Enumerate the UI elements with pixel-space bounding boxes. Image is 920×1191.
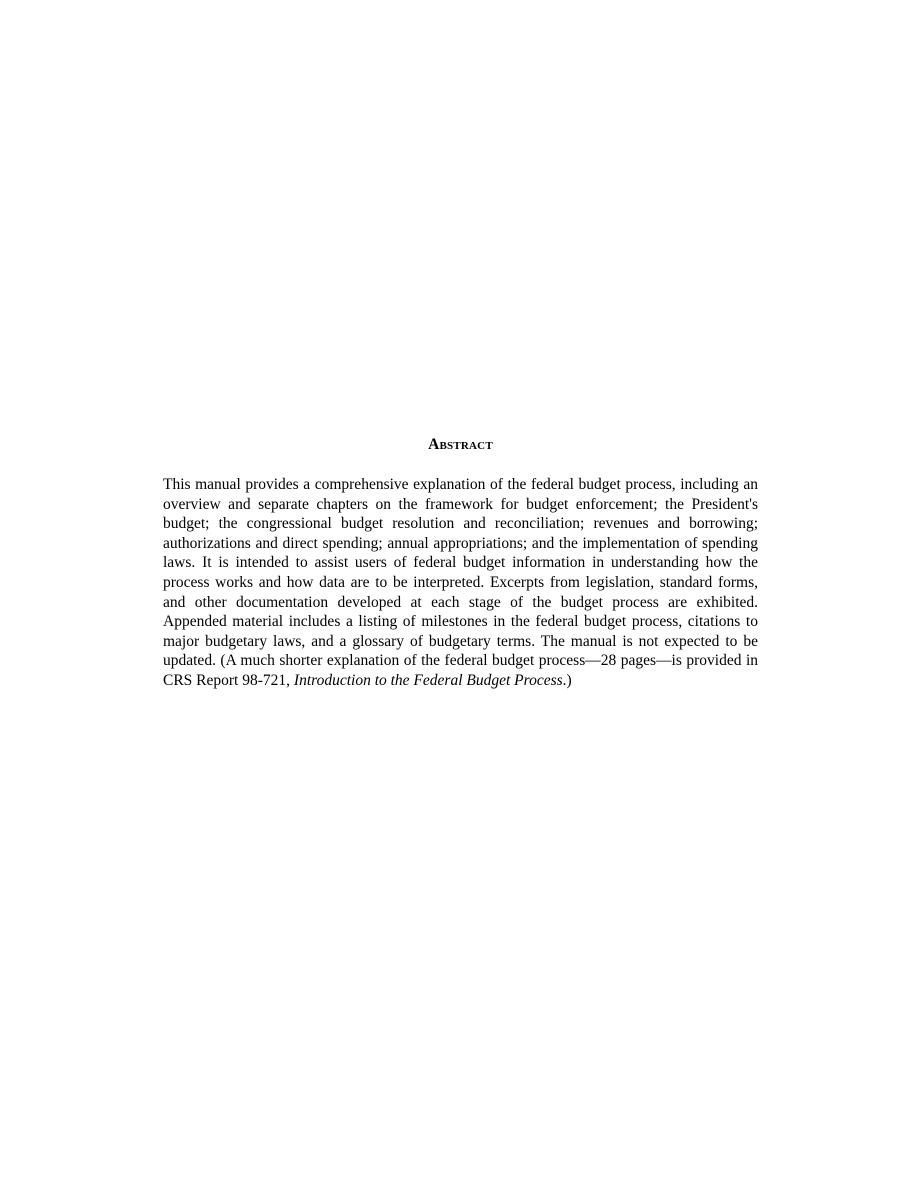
- abstract-body-text: This manual provides a comprehensive explanation of the federal budget process, including an overview and separate chapters on the framework for budget enforcement; the President's budget; the congressional budget resolution and reconciliation; revenues and borrowing; authorizations and direct spending; annual appropriations; and the implementation of spending laws. It is intended to assist users of federal budget information in understanding how the process works and how data are to be interpreted. Excerpts from legislation, standard forms, and other documentation developed at each stage of the budget process are exhibited. Appended material includes a listing of milestones in the federal budget process, citations to major budgetary laws, and a glossary of budgetary terms. The manual is not expected to be updated. (A much shorter explanation of the federal budget process—28 pages—is provided in CRS Report 98-721,: [163, 476, 758, 689]
- abstract-heading: Abstract: [428, 436, 493, 453]
- abstract-closing: .): [562, 671, 572, 689]
- cited-report-title: Introduction to the Federal Budget Process: [293, 671, 563, 689]
- abstract-section: [163, 434, 758, 691]
- abstract-paragraph: [163, 475, 758, 691]
